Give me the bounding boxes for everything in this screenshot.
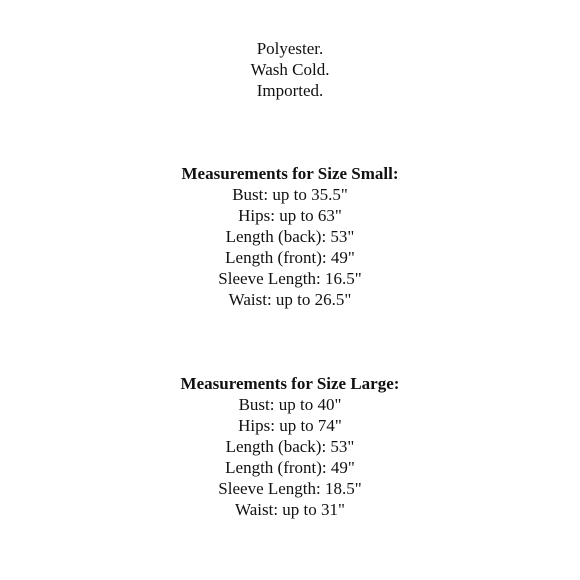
wash-text: Wash Cold. <box>250 60 330 79</box>
size-large-waist: Waist: up to 31" <box>235 500 345 519</box>
care-instructions <box>0 38 580 101</box>
size-large-length-back: Length (back): 53" <box>225 437 355 456</box>
size-small-length-back: Length (back): 53" <box>225 227 355 246</box>
size-large-measurements <box>0 373 580 520</box>
size-small-waist: Waist: up to 26.5" <box>228 290 352 309</box>
size-small-length-front: Length (front): 49" <box>225 248 355 267</box>
material-text: Polyester. <box>256 39 324 58</box>
size-large-sleeve-length: Sleeve Length: 18.5" <box>218 479 362 498</box>
size-small-sleeve-length: Sleeve Length: 16.5" <box>218 269 362 288</box>
size-small-heading: Measurements for Size Small: <box>181 164 399 183</box>
size-small-measurements <box>0 163 580 310</box>
size-small-hips: Hips: up to 63" <box>238 206 342 225</box>
origin-text: Imported. <box>256 81 324 100</box>
size-large-bust: Bust: up to 40" <box>238 395 342 414</box>
size-large-hips: Hips: up to 74" <box>238 416 342 435</box>
size-small-bust: Bust: up to 35.5" <box>232 185 348 204</box>
size-large-heading: Measurements for Size Large: <box>180 374 400 393</box>
size-large-length-front: Length (front): 49" <box>225 458 355 477</box>
